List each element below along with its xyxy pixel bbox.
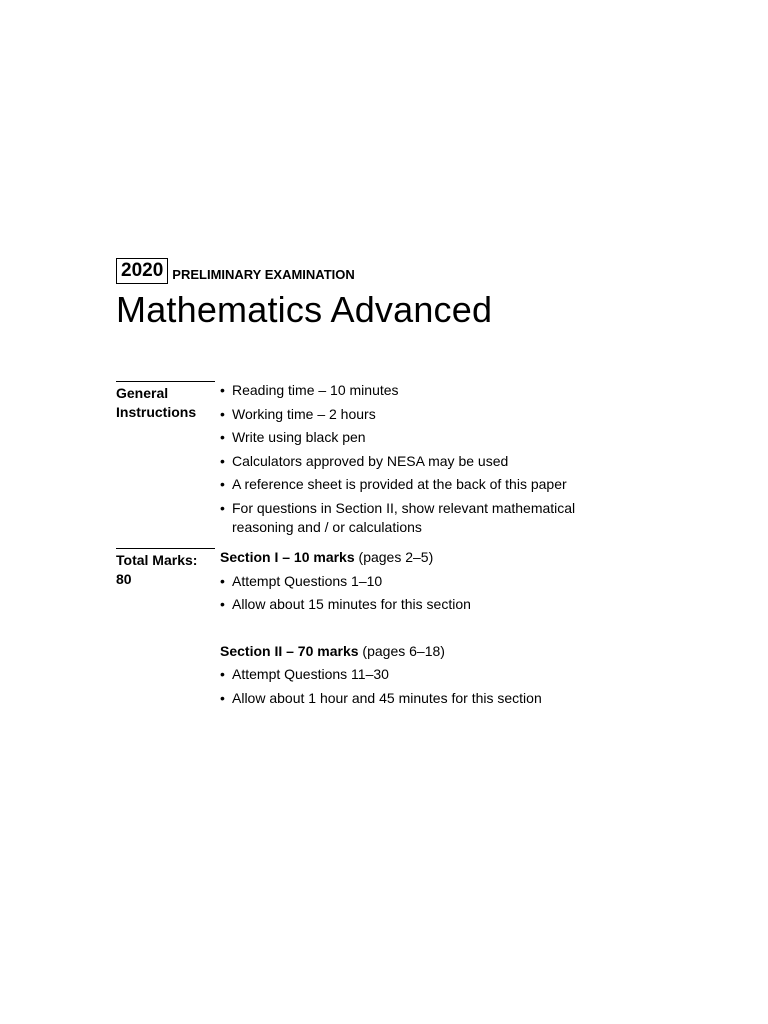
exam-type: PRELIMINARY EXAMINATION [172,267,355,282]
section-2-heading: Section II – 70 marks (pages 6–18) [220,642,445,659]
total-marks-label: Total Marks: 80 [116,548,215,712]
list-item: • Attempt Questions 1–10 [220,572,383,589]
general-instructions-label: General Instructions [116,381,215,541]
exam-cover [116,256,636,706]
general-instructions-block [116,381,620,541]
subject-title: Mathematics Advanced [116,289,493,330]
list-item: • Calculators approved by NESA may be used [220,452,509,469]
list-item: • Allow about 1 hour and 45 minutes for this section [220,689,542,706]
sections-list [220,548,620,712]
exam-header [116,256,636,284]
total-marks-block [116,548,620,712]
list-item: • Attempt Questions 11–30 [220,666,389,682]
list-item: • Reading time – 10 minutes [220,382,399,398]
list-item: • Allow about 15 minutes for this section [220,596,471,612]
list-item: • A reference sheet is provided at the back of this paper [220,476,567,492]
list-item: • Working time – 2 hours [220,405,376,422]
general-instructions-list [220,381,620,541]
list-item: • For questions in Section II, show relevant mathematical reasoning and / or calculations [220,499,576,535]
list-item: • Write using black pen [220,429,366,445]
section-1-heading: Section I – 10 marks (pages 2–5) [220,549,434,565]
exam-year: 2020 [116,258,168,284]
